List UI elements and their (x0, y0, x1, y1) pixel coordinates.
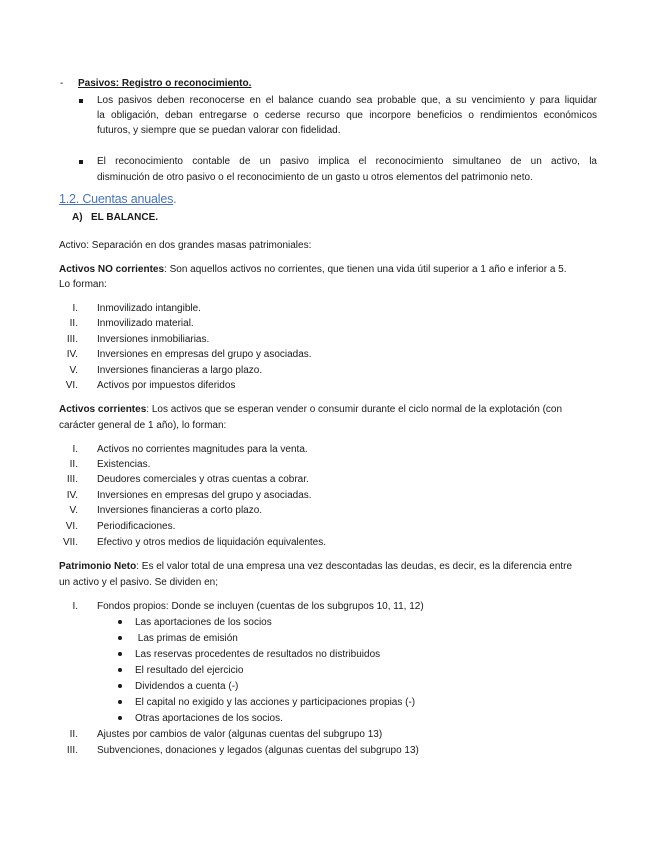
sub-list-item: El resultado del ejercicio (135, 665, 244, 676)
list-number: III. (66, 745, 78, 756)
list-number: VI. (65, 380, 78, 391)
list-number: I. (72, 303, 78, 314)
square-bullet-icon (79, 99, 83, 103)
square-bullet-icon (79, 160, 83, 164)
no-corrientes-text-line-2: Lo forman: (59, 279, 107, 290)
pasivos-title: Pasivos: Registro o reconocimiento. (78, 78, 252, 89)
round-bullet-icon (118, 668, 122, 672)
list-item: Subvenciones, donaciones y legados (algunas cuentas del subgrupo 13) (97, 745, 419, 756)
corrientes-text: : Los activos que se esperan vender o consumir durante el ciclo normal de la explotación (con (146, 404, 563, 415)
list-item: Ajustes por cambios de valor (algunas cuentas del subgrupo 13) (97, 729, 383, 740)
sub-list-item: El capital no exigido y las acciones y participaciones propias (-) (135, 697, 416, 708)
list-item: Periodificaciones. (97, 521, 176, 532)
list-number: II. (69, 729, 78, 740)
list-item: Activos por impuestos diferidos (97, 380, 236, 391)
pasivos-bullet-1-line-2: la obligación, deban entregarse o cederse recurso que incorpore beneficios o rendimientos económicos (97, 110, 597, 121)
round-bullet-icon (118, 636, 122, 640)
round-bullet-icon (118, 652, 122, 656)
list-item: Inversiones financieras a corto plazo. (97, 505, 263, 516)
subsection-letter: A) (72, 212, 83, 223)
section-heading-period: . (173, 192, 177, 206)
corrientes-paragraph (59, 402, 599, 418)
list-item: Fondos propios: Donde se incluyen (cuentas de los subgrupos 10, 11, 12) (97, 601, 424, 612)
list-dash: - (60, 78, 64, 89)
list-item: Inversiones en empresas del grupo y asociadas. (97, 349, 312, 360)
sub-list-item: Las reservas procedentes de resultados no distribuidos (135, 649, 381, 660)
list-item: Inversiones en empresas del grupo y asociadas. (97, 490, 312, 501)
list-number: V. (69, 505, 78, 516)
list-number: VI. (65, 521, 78, 532)
list-number: III. (66, 474, 78, 485)
list-item: Inmovilizado material. (97, 318, 194, 329)
list-number: I. (72, 601, 78, 612)
pasivos-bullet-1-line-1: Los pasivos deben reconocerse en el balance cuando sea probable que, a su vencimiento y para liquidar (97, 95, 597, 106)
list-number: III. (66, 334, 78, 345)
no-corrientes-label: Activos NO corrientes (59, 264, 165, 275)
list-number: I. (72, 444, 78, 455)
list-item: Deudores comerciales y otras cuentas a cobrar. (97, 474, 309, 485)
list-number: VII. (62, 537, 78, 548)
no-corrientes-text: : Son aquellos activos no corrientes, que tienen una vida útil superior a 1 año e inferior a 5. (164, 264, 567, 275)
list-item: Efectivo y otros medios de liquidación equivalentes. (97, 537, 327, 548)
patrimonio-paragraph (59, 559, 599, 575)
sub-list-item: Dividendos a cuenta (-) (135, 681, 239, 692)
list-number: IV. (66, 490, 78, 501)
list-item: Inmovilizado intangible. (97, 303, 201, 314)
list-item: Activos no corrientes magnitudes para la venta. (97, 444, 308, 455)
sub-list-item: Otras aportaciones de los socios. (135, 713, 283, 724)
patrimonio-text-line-2: un activo y el pasivo. Se dividen en; (59, 577, 218, 588)
patrimonio-text: : Es el valor total de una empresa una vez descontadas las deudas, es decir, es la diferencia entre (136, 561, 573, 572)
list-item: Existencias. (97, 459, 151, 470)
list-number: II. (69, 318, 78, 329)
corrientes-label: Activos corrientes (59, 404, 147, 415)
round-bullet-icon (118, 620, 122, 624)
pasivos-bullet-2-line-2: disminución de otro pasivo o el reconocimiento de un gasto u otros elementos del patrimonio neto. (97, 172, 533, 183)
activo-intro: Activo: Separación en dos grandes masas patrimoniales: (59, 240, 312, 251)
list-item: Inversiones financieras a largo plazo. (97, 365, 263, 376)
section-heading (59, 192, 176, 208)
sub-list-item: Las primas de emisión (135, 633, 238, 644)
round-bullet-icon (118, 700, 122, 704)
list-item: Inversiones inmobiliarias. (97, 334, 210, 345)
sub-list-item: Las aportaciones de los socios (135, 617, 272, 628)
list-number: V. (69, 365, 78, 376)
no-corrientes-paragraph (59, 262, 599, 278)
round-bullet-icon (118, 684, 122, 688)
list-number: IV. (66, 349, 78, 360)
round-bullet-icon (118, 716, 122, 720)
pasivos-bullet-1-line-3: futuros, y siempre que se puedan valorar con fidelidad. (97, 125, 341, 136)
corrientes-text-line-2: carácter general de 1 año), lo forman: (59, 420, 227, 431)
pasivos-bullet-2-line-1: El reconocimiento contable de un pasivo implica el reconocimiento simultaneo de un activo, la (97, 156, 597, 167)
list-number: II. (69, 459, 78, 470)
patrimonio-label: Patrimonio Neto (59, 561, 137, 572)
subsection-title: EL BALANCE. (91, 212, 159, 223)
section-heading-text: 1.2. Cuentas anuales (59, 192, 174, 206)
